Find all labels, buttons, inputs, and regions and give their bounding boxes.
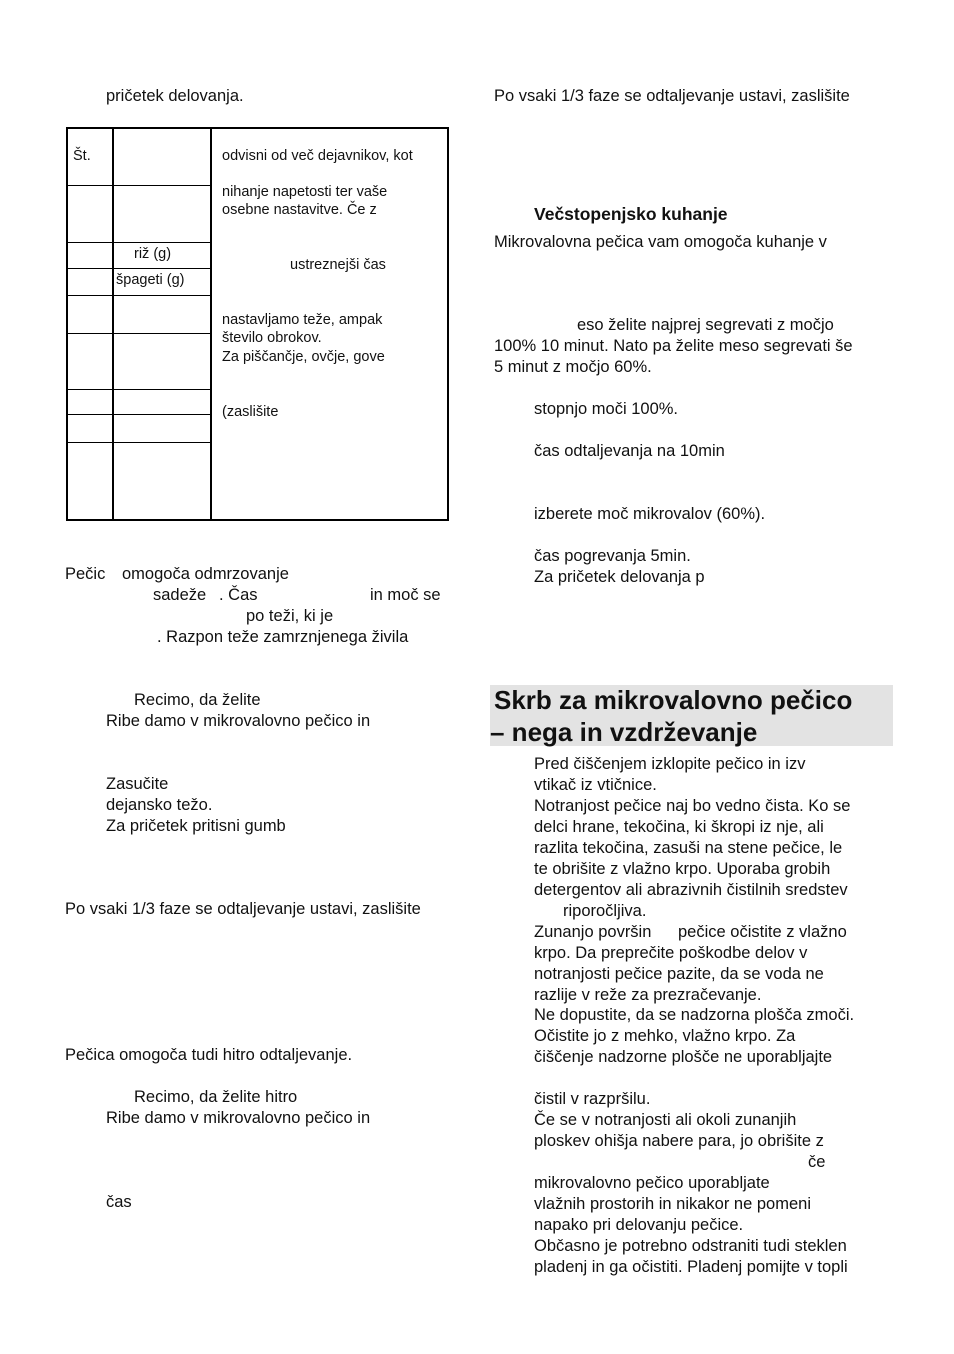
text-line: pladenj in ga očistiti. Pladenj pomijte v topli — [534, 1258, 848, 1276]
table-divider — [210, 129, 212, 521]
table-note: Za piščančje, ovčje, gove — [222, 349, 385, 365]
text-line: ploskev ohišja nabere para, jo obrišite z — [534, 1132, 824, 1150]
text-line: če — [808, 1153, 826, 1171]
table-note: nastavljamo teže, ampak — [222, 312, 383, 328]
text-line: eso želite najprej segrevati z močjo — [577, 316, 834, 334]
table-cell-spaghetti: špageti (g) — [116, 272, 185, 288]
text-line: 5 minut z močjo 60%. — [494, 358, 652, 376]
text-line: čas odtaljevanja na 10min — [534, 442, 725, 460]
text-line: riporočljiva. — [563, 902, 647, 920]
text-line: Pred čiščenjem izklopite pečico in izv — [534, 755, 806, 773]
text-line: Zasučite — [106, 775, 169, 793]
text-line: notranjosti pečice pazite, da se voda ne — [534, 965, 824, 983]
text-line: Po vsaki 1/3 faze se odtaljevanje ustavi, zaslišite — [65, 900, 421, 918]
table-divider — [68, 442, 210, 443]
text-line: Notranjost pečice naj bo vedno čista. Ko se — [534, 797, 851, 815]
text-fragment: Pečic — [65, 565, 106, 583]
text-fragment: sadeže — [153, 586, 207, 604]
table-divider — [68, 242, 210, 243]
table-note: osebne nastavitve. Če z — [222, 202, 377, 218]
table-divider — [68, 333, 210, 334]
table-divider — [112, 129, 114, 521]
text-fragment: . Razpon teže zamrznjenega živila — [157, 628, 409, 646]
text-line: Za pričetek delovanja p — [534, 568, 705, 586]
section-heading: – nega in vzdrževanje — [490, 717, 758, 747]
text-line: dejansko težo. — [106, 796, 213, 814]
section-heading: Skrb za mikrovalovno pečico — [494, 685, 853, 715]
table-note: število obrokov. — [222, 330, 322, 346]
table-divider — [68, 389, 210, 390]
text-line: mikrovalovno pečico uporabljate — [534, 1174, 770, 1192]
text-line: Mikrovalovna pečica vam omogoča kuhanje v — [494, 233, 827, 251]
table-cell-rice: riž (g) — [134, 246, 172, 262]
text-line: te obrišite z vlažno krpo. Uporaba grobih — [534, 860, 831, 878]
text-line: razlita tekočina, zasuši na stene pečice, le — [534, 839, 843, 857]
text-line: stopnjo moči 100%. — [534, 400, 678, 418]
text-fragment: . Čas — [219, 586, 258, 604]
text-line: vlažnih prostorih in nikakor ne pomeni — [534, 1195, 811, 1213]
text-fragment: po teži, ki je — [246, 607, 334, 625]
text-line: Ribe damo v mikrovalovno pečico in — [106, 1109, 371, 1127]
text-line: Za pričetek pritisni gumb — [106, 817, 286, 835]
table-note: (zaslišite — [222, 404, 279, 420]
text-line: 100% 10 minut. Nato pa želite meso segrevati še — [494, 337, 853, 355]
text-line: Občasno je potrebno odstraniti tudi steklen — [534, 1237, 847, 1255]
text-line: vtikač iz vtičnice. — [534, 776, 657, 794]
text-fragment: omogoča odmrzovanje — [122, 565, 289, 583]
text-line: Po vsaki 1/3 faze se odtaljevanje ustavi, zaslišite — [494, 87, 850, 105]
text-line: Pečica omogoča tudi hitro odtaljevanje. — [65, 1046, 353, 1064]
text-line: čas pogrevanja 5min. — [534, 547, 691, 565]
text-line: čistil v razpršilu. — [534, 1090, 651, 1108]
text-line: detergentov ali abrazivnih čistilnih sredstev — [534, 881, 848, 899]
table-divider — [68, 295, 210, 296]
text-line: Ribe damo v mikrovalovno pečico in — [106, 712, 371, 730]
text-line: Zunanjo površin — [534, 923, 652, 941]
text-line: razlije v reže za prezračevanje. — [534, 986, 762, 1004]
text-line: Recimo, da želite hitro — [134, 1088, 298, 1106]
section-title: Večstopenjsko kuhanje — [534, 204, 728, 224]
text-line: čiščenje nadzorne plošče ne uporabljajte — [534, 1048, 833, 1066]
table-header-no: Št. — [73, 148, 91, 164]
table-note: odvisni od več dejavnikov, kot — [222, 148, 413, 164]
text-fragment: in moč se — [370, 586, 441, 604]
text-line: Očistite jo z mehko, vlažno krpo. Za — [534, 1027, 796, 1045]
table-divider — [68, 268, 210, 269]
table-note: ustreznejši čas — [290, 257, 386, 273]
text-line: napako pri delovanju pečice. — [534, 1216, 744, 1234]
table-divider — [68, 414, 210, 415]
left-line-start: pričetek delovanja. — [106, 87, 244, 105]
text-line: delci hrane, tekočina, ki škropi iz nje, ali — [534, 818, 824, 836]
text-line: izberete moč mikrovalov (60%). — [534, 505, 766, 523]
text-line: čas — [106, 1193, 132, 1211]
text-line: Če se v notranjosti ali okoli zunanjih — [534, 1111, 797, 1129]
text-line: pečice očistite z vlažno — [678, 923, 847, 941]
text-line: Ne dopustite, da se nadzorna plošča zmoči. — [534, 1006, 855, 1024]
text-line: Recimo, da želite — [134, 691, 261, 709]
text-line: krpo. Da preprečite poškodbe delov v — [534, 944, 808, 962]
table-divider — [68, 185, 210, 186]
table-note: nihanje napetosti ter vaše — [222, 184, 388, 200]
